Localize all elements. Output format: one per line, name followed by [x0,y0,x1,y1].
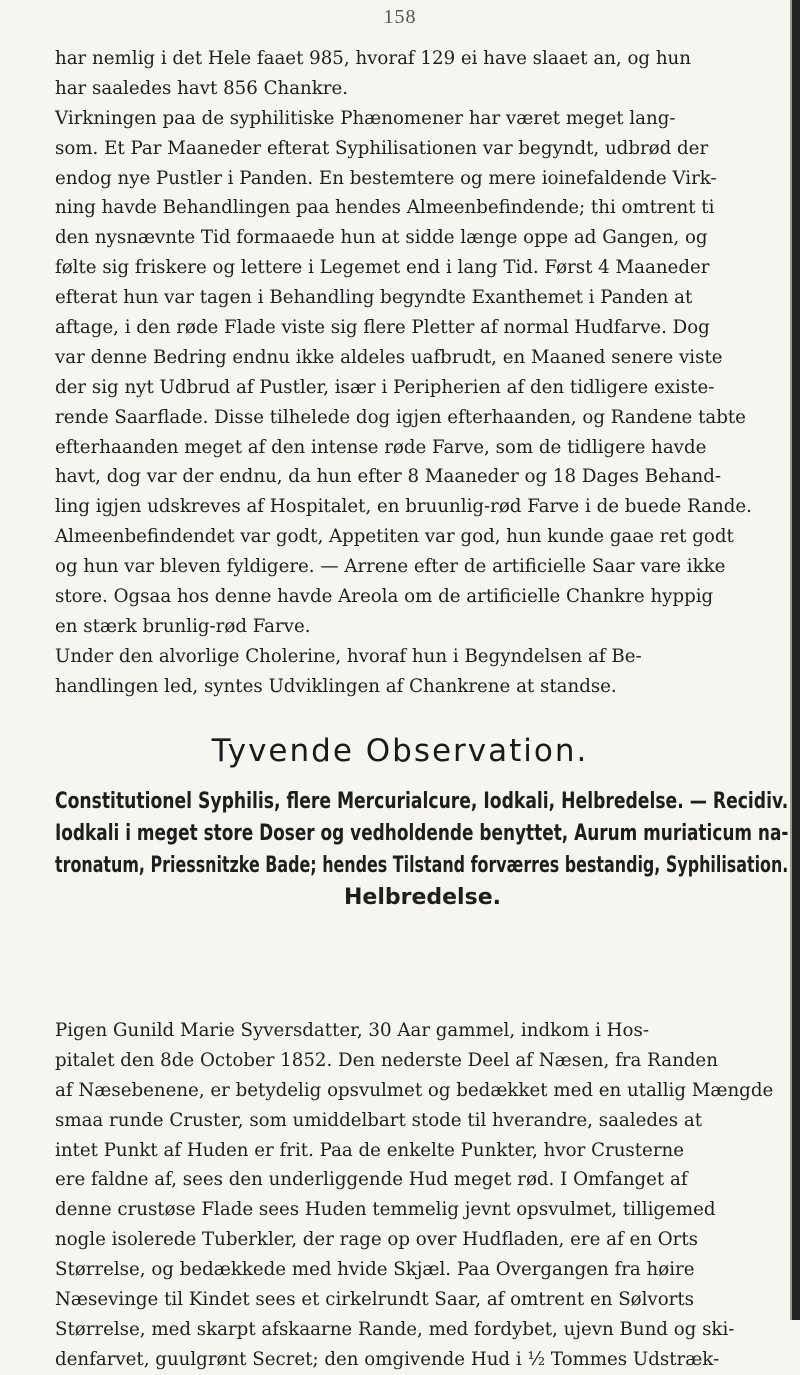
text-line: havt, dog var der endnu, da hun efter 8 Maaneder og 18 Dages Behand- [55,466,721,488]
text-line: aftage, i den røde Flade viste sig flere Pletter af normal Hudfarve. Dog [55,317,710,339]
section-title: Tyvende Observation. [211,733,589,769]
text-line: rende Saarflade. Disse tilhelede dog igjen efterhaanden, og Randene tabte [55,406,746,428]
text-line: har nemlig i det Hele faaet 985, hvoraf 129 ei have slaaet an, og hun [55,48,691,69]
text-line: Størrelse, med skarpt afskaarne Rande, med fordybet, ujevn Bund og ski- [55,1318,735,1340]
text-line: Pigen Gunild Marie Syversdatter, 30 Aar gammel, indkom i Hos- [55,1020,649,1041]
text-line: og hun var bleven fyldigere. — Arrene efter de artificielle Saar vare ikke [55,556,726,578]
text-line: denne crustøse Flade sees Huden temmelig jevnt opsvulmet, tilligemed [55,1199,716,1221]
text-line: følte sig friskere og lettere i Legemet end i lang Tid. Først 4 Maaneder [55,257,710,279]
text-line: Almeenbefindendet var godt, Appetiten var god, hun kunde gaae ret godt [55,526,734,548]
text-line: efterat hun var tagen i Behandling begyndte Exanthemet i Panden at [55,287,693,309]
text-line: som. Et Par Maaneder efterat Syphilisationen var begyndt, udbrød der [55,137,709,159]
text-line: har saaledes havt 856 Chankre. [55,77,349,99]
text-line: nogle isolerede Tuberkler, der rage op over Hudfladen, ere af en Orts [55,1229,698,1251]
text-line: der sig nyt Udbrud af Pustler, især i Peripherien af den tidligere existe- [55,376,715,398]
text-line: en stærk brunlig-rød Farve. [55,615,311,637]
text-line: store. Ogsaa hos denne havde Areola om de artificielle Chankre hyppig [55,586,714,608]
summary-line: tronatum, Priessnitzke Bade; hendes Tilstand forværres bestandig, Syphilisation. [55,853,789,878]
text-line: ning havde Behandlingen paa hendes Almeenbefindende; thi omtrent ti [55,197,715,219]
text-line: var denne Bedring endnu ikke aldeles uafbrudt, en Maaned senere viste [55,346,723,368]
text-line: Under den alvorlige Cholerine, hvoraf hun i Begyndelsen af Be- [55,645,642,667]
page-number: 158 [383,6,417,28]
text-line: ling igjen udskreves af Hospitalet, en bruunlig-rød Farve i de buede Rande. [55,496,752,518]
text-line: endog nye Pustler i Panden. En bestemtere og mere ioinefaldende Virk- [55,167,717,189]
continued-paragraph [55,44,790,702]
summary-line: Constitutionel Syphilis, flere Mercurialcure, Iodkali, Helbredelse. — Recidiv. [55,789,789,814]
text-line: handlingen led, syntes Udviklingen af Chankrene at standse. [55,675,617,697]
text-line: af Næsebenene, er betydelig opsvulmet og bedækket med en utallig Mængde [55,1079,774,1101]
text-line: Størrelse, og bedækkede med hvide Skjæl. Paa Overgangen fra høire [55,1259,695,1281]
text-line: den nysnævnte Tid formaaede hun at sidde længe oppe ad Gangen, og [55,227,708,249]
text-line: Næsevinge til Kindet sees et cirkelrundt Saar, af omtrent en Sølvorts [55,1289,694,1311]
text-line: Virkningen paa de syphilitiske Phænomener har været meget lang- [55,107,676,129]
text-line: efterhaanden meget af den intense røde Farve, som de tidligere havde [55,436,707,458]
case-description-paragraph [55,1016,790,1375]
summary-line: Helbredelse. [344,885,501,910]
text-line: ere faldne af, sees den underliggende Hud meget rød. I Omfanget af [55,1169,688,1191]
text-line: smaa runde Cruster, som umiddelbart stode til hverandre, saaledes at [55,1109,703,1131]
text-line: denfarvet, guulgrønt Secret; den omgivende Hud i ½ Tommes Udstræk- [55,1348,720,1370]
text-line: intet Punkt af Huden er frit. Paa de enkelte Punkter, hvor Crusterne [55,1139,684,1161]
summary-line: Iodkali i meget store Doser og vedholdende benyttet, Aurum muriaticum na- [55,821,789,846]
observation-summary [55,786,790,914]
page-binding-edge [792,0,800,1320]
text-line: pitalet den 8de October 1852. Den nederste Deel af Næsen, fra Randen [55,1049,718,1071]
